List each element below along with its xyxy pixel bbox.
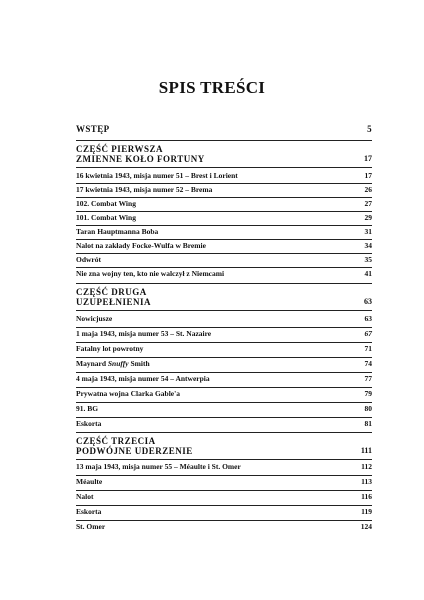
- toc-entry-label: WSTĘP: [76, 124, 110, 134]
- toc-entry-label: 4 maja 1943, misja numer 54 – Antwerpia: [76, 374, 210, 383]
- toc-entry-label: Prywatna wojna Clarka Gable'a: [76, 389, 180, 398]
- toc-entry-page: 80: [364, 404, 372, 413]
- toc-entry-label: 13 maja 1943, misja numer 55 – Méaulte i St. Omer: [76, 462, 241, 471]
- divider: [76, 432, 372, 433]
- toc-entry-label: 1 maja 1943, misja numer 53 – St. Nazaire: [76, 329, 212, 338]
- toc-entry-label: 17 kwietnia 1943, misja numer 52 – Brema: [76, 185, 213, 194]
- toc-entry[interactable]: [76, 522, 372, 536]
- divider: [76, 402, 372, 403]
- toc-entry[interactable]: [76, 389, 372, 403]
- toc-entry[interactable]: [76, 344, 372, 358]
- divider: [76, 327, 372, 328]
- toc-entry-page: 34: [364, 241, 372, 250]
- toc-entry-page: 31: [364, 227, 372, 236]
- divider: [76, 459, 372, 460]
- toc-entry-label: Nalot na zakłady Focke-Wulfa w Bremie: [76, 241, 206, 250]
- toc-entry[interactable]: [76, 462, 372, 476]
- toc-entry-page: 17: [364, 171, 372, 180]
- toc-entry-page: 67: [364, 329, 372, 338]
- toc-entry-label: 91. BG: [76, 404, 99, 413]
- toc-entry-label: [76, 359, 150, 368]
- toc-entry-page: 77: [364, 374, 372, 383]
- toc-entry[interactable]: [76, 359, 372, 373]
- divider: [76, 490, 372, 491]
- toc-entry-page: 71: [364, 344, 372, 353]
- toc-entry[interactable]: [76, 314, 372, 328]
- divider: [76, 211, 372, 212]
- divider: [76, 357, 372, 358]
- divider: [76, 505, 372, 506]
- part-2-page: 63: [364, 297, 372, 306]
- toc-entry-page: 35: [364, 255, 372, 264]
- part-3-page: 111: [360, 446, 372, 455]
- divider: [76, 167, 372, 168]
- toc-entry-page: 26: [364, 185, 372, 194]
- toc-entry-page: 79: [364, 389, 372, 398]
- toc-entry-page: 113: [361, 477, 372, 486]
- toc-entry-page: 29: [364, 213, 372, 222]
- part-1-page-row: [76, 154, 372, 168]
- toc-entry[interactable]: [76, 404, 372, 418]
- divider: [76, 342, 372, 343]
- toc-entry-page: 5: [367, 124, 372, 134]
- toc-entry-label: Eskorta: [76, 507, 102, 516]
- page-title: SPIS TREŚCI: [158, 78, 266, 97]
- divider: [76, 417, 372, 418]
- toc-entry-label: Fatalny lot powrotny: [76, 344, 144, 353]
- toc-entry[interactable]: [76, 374, 372, 388]
- part-3-page-row: [76, 446, 372, 460]
- part-2-heading: CZĘŚĆ DRUGA: [76, 287, 147, 297]
- toc-entry-label: Eskorta: [76, 419, 102, 428]
- toc-entry[interactable]: [76, 477, 372, 491]
- label-part-italic: Snuffy: [107, 359, 129, 368]
- toc-entry-page: 112: [361, 462, 372, 471]
- divider: [76, 310, 372, 311]
- divider: [76, 140, 372, 141]
- divider: [76, 475, 372, 476]
- label-part: Maynard: [76, 359, 108, 368]
- divider: [76, 239, 372, 240]
- toc-entry-label: 101. Combat Wing: [76, 213, 136, 222]
- toc-entry-page: 124: [360, 522, 372, 531]
- toc-entry[interactable]: [76, 329, 372, 343]
- toc-entry-label: Nie zna wojny ten, kto nie walczył z Niemcami: [76, 269, 225, 278]
- toc-entry-page: 63: [364, 314, 372, 323]
- divider: [76, 183, 372, 184]
- toc-entry-label: 102. Combat Wing: [76, 199, 136, 208]
- part-2-subtitle: UZUPEŁNIENIA: [76, 297, 152, 307]
- toc-entry-page: 119: [361, 507, 372, 516]
- divider: [76, 253, 372, 254]
- toc-entry-label: St. Omer: [76, 522, 106, 531]
- toc-entry-page: 74: [364, 359, 372, 368]
- divider: [76, 387, 372, 388]
- toc-entry-label: Méaulte: [76, 477, 103, 486]
- toc-entry-label: Nalot: [76, 492, 94, 501]
- divider: [76, 197, 372, 198]
- toc-entry[interactable]: [76, 419, 372, 433]
- part-3-subtitle: PODWÓJNE UDERZENIE: [76, 446, 193, 456]
- divider: [76, 225, 372, 226]
- divider: [76, 372, 372, 373]
- toc-entry[interactable]: [76, 269, 372, 283]
- toc-entry-page: 116: [361, 492, 372, 501]
- divider: [76, 267, 372, 268]
- part-1-heading: CZĘŚĆ PIERWSZA: [76, 144, 163, 154]
- divider: [76, 283, 372, 284]
- toc-entry-page: 41: [364, 269, 372, 278]
- toc-entry-intro[interactable]: [76, 124, 372, 138]
- divider: [76, 520, 372, 521]
- toc-entry-label: Nowicjusze: [76, 314, 113, 323]
- part-1-page: 17: [364, 154, 372, 163]
- toc-entry-page: 81: [364, 419, 372, 428]
- toc-entry-label: Taran Hauptmanna Boba: [76, 227, 159, 236]
- toc-entry-label: Odwrót: [76, 255, 101, 264]
- toc-entry[interactable]: [76, 492, 372, 506]
- toc-entry[interactable]: [76, 507, 372, 521]
- part-3-heading: CZĘŚĆ TRZECIA: [76, 436, 156, 446]
- toc-entry-page: 27: [364, 199, 372, 208]
- part-2-page-row: [76, 297, 372, 311]
- toc-entry-label: 16 kwietnia 1943, misja numer 51 – Brest i Lorient: [76, 171, 238, 180]
- part-1-subtitle: ZMIENNE KOŁO FORTUNY: [76, 154, 205, 164]
- label-part: Smith: [128, 359, 150, 368]
